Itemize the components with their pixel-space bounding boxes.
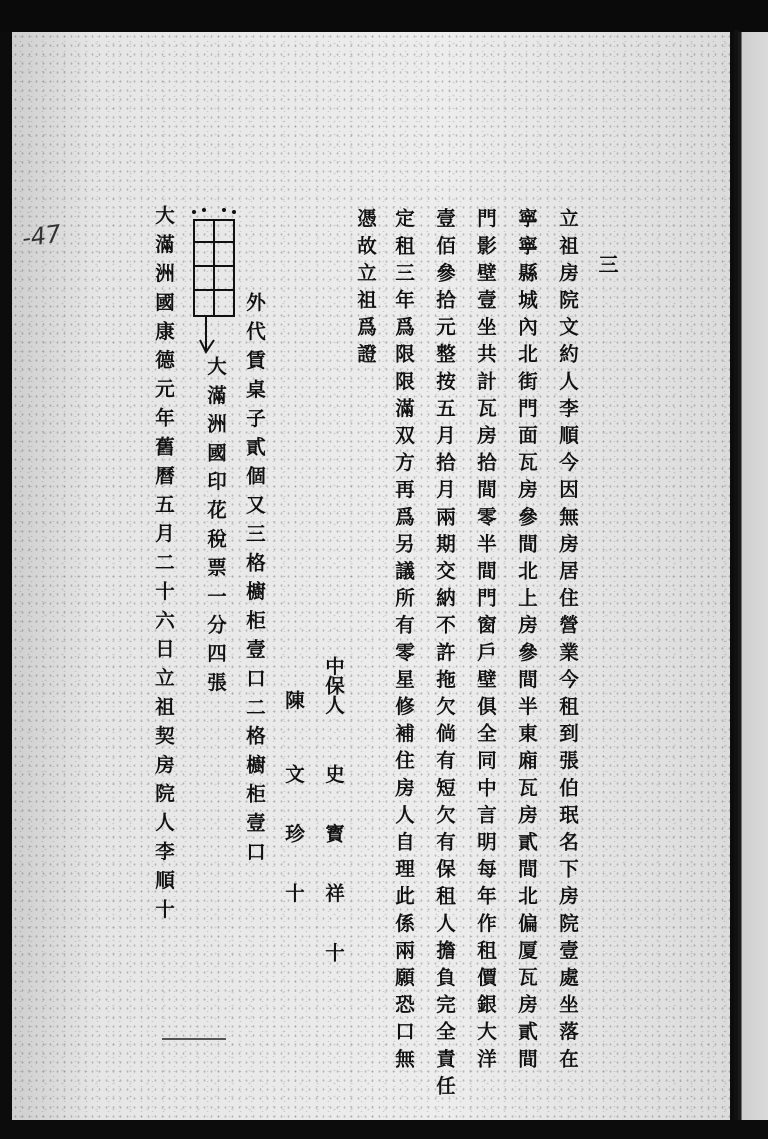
- paper-sheet: [12, 32, 730, 1120]
- underline-stroke: [160, 1036, 230, 1042]
- revenue-stamp-line: 大滿洲國印花稅票一分四張: [204, 356, 227, 701]
- hand-drawn-grid-mark: [184, 200, 244, 370]
- guarantor-surname-2: 陳: [282, 690, 305, 710]
- section-number: 三: [595, 254, 619, 274]
- next-page-edge: [738, 32, 768, 1120]
- contract-line-5: 定租三年爲限限滿双方再爲另議所有零星修補住房人自理此係兩願恐口無: [392, 208, 415, 1076]
- scan-top-border: [0, 0, 768, 32]
- contract-line-3: 門影壁壹坐共計瓦房拾間零半間門窗戶壁俱全同中言明每年作租價銀大洋: [474, 208, 497, 1076]
- contract-line-4: 壹佰參拾元整按五月拾月兩期交納不許拖欠倘有短欠有保租人擔負完全責任: [433, 208, 456, 1103]
- guarantor-label: 中保人: [322, 656, 345, 715]
- handwritten-page-number: -47: [20, 219, 63, 253]
- contract-date-line: 大滿洲國康德元年舊曆五月二十六日立祖契房院人李順十: [152, 205, 175, 928]
- contract-line-1: 立祖房院文約人李順今因無房居住營業今租到張伯珉名下房院壹處坐落在: [556, 208, 579, 1076]
- contract-line-6: 憑故立祖爲證: [354, 208, 377, 371]
- contract-line-2: 寧寧縣城內北街門面瓦房參間北上房參間半東廂瓦房貳間北偏厦瓦房貳間: [515, 208, 538, 1076]
- guarantor-name-1: 史寳祥十: [322, 764, 345, 1002]
- guarantor-name-2: 文珍十: [282, 764, 305, 943]
- additional-items-line: 外代賃桌子貳個又三格櫥柜壹口二格櫥柜壹口: [243, 292, 266, 870]
